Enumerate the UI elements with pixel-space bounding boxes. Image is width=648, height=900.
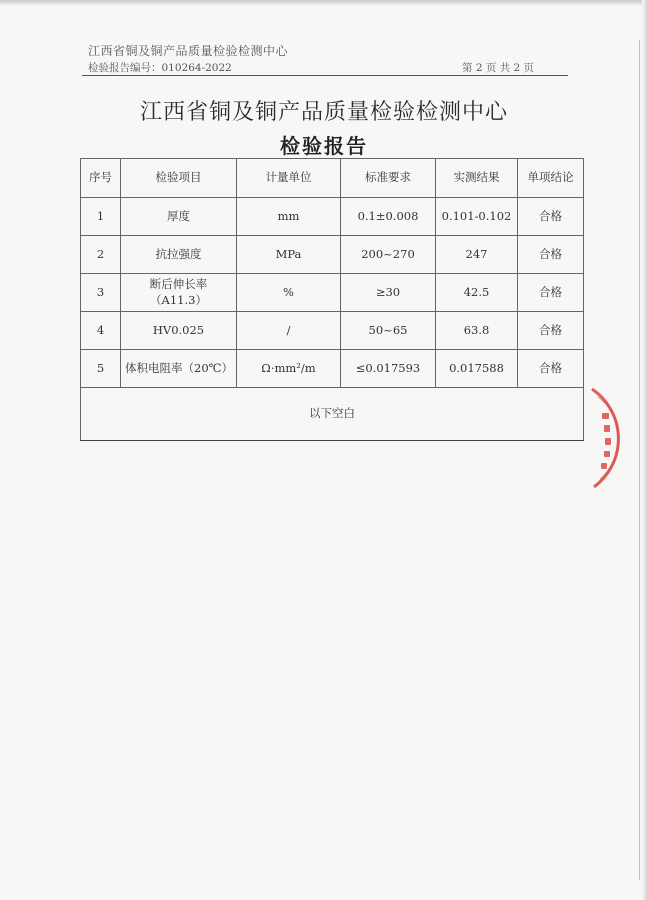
cell-no: 5 [81,350,121,388]
header-cell-result: 实测结果 [436,159,518,198]
cell-conclusion: 合格 [518,350,584,388]
header-cell-unit: 计量单位 [237,159,341,198]
header-cell-conclusion: 单项结论 [518,159,584,198]
cell-item: 体积电阻率（20℃） [121,350,237,388]
cell-unit: MPa [237,236,341,274]
cell-result: 42.5 [436,274,518,312]
cell-requirement: 50~65 [341,312,436,350]
official-seal-stamp [580,383,648,493]
cell-no: 3 [81,274,121,312]
cell-conclusion: 合格 [518,198,584,236]
seal-characters [601,413,611,469]
table-row [81,274,584,312]
report-number: 检验报告编号：010264-2022 [88,62,232,74]
table-row [81,236,584,274]
header-cell-item: 检验项目 [121,159,237,198]
header-cell-no: 序号 [81,159,121,198]
table-row [81,312,584,350]
blank-below-note: 以下空白 [81,388,584,441]
cell-item: 抗拉强度 [121,236,237,274]
table-footer-row [81,388,584,441]
table-row [81,198,584,236]
header-organization: 江西省铜及铜产品质量检验检测中心 [88,44,289,58]
cell-unit: mm [237,198,341,236]
cell-conclusion: 合格 [518,274,584,312]
cell-result: 0.017588 [436,350,518,388]
cell-conclusion: 合格 [518,236,584,274]
cell-result: 0.101-0.102 [436,198,518,236]
document-organization-title: 江西省铜及铜产品质量检验检测中心 [139,100,508,125]
cell-no: 2 [81,236,121,274]
cell-requirement: 200~270 [341,236,436,274]
cell-result: 63.8 [436,312,518,350]
cell-item: 厚度 [121,198,237,236]
cell-no: 1 [81,198,121,236]
cell-unit: Ω·mm²/m [237,350,341,388]
page-indicator: 第 2 页 共 2 页 [462,62,535,74]
cell-requirement: ≥30 [341,274,436,312]
cell-result: 247 [436,236,518,274]
header-divider [82,75,568,76]
cell-unit: % [237,274,341,312]
cell-no: 4 [81,312,121,350]
page-edge [0,0,648,6]
cell-item [121,274,237,312]
cell-requirement: 0.1±0.008 [341,198,436,236]
cell-unit: / [237,312,341,350]
header-cell-requirement: 标准要求 [341,159,436,198]
table-header-row [81,159,584,198]
document-title: 检验报告 [280,134,368,158]
cell-item-sub: （A11.3） [150,292,207,307]
cell-requirement: ≤0.017593 [341,350,436,388]
cell-item-main: 断后伸长率 [149,276,208,291]
inspection-results-table [80,158,584,441]
table-row [81,350,584,388]
cell-item: HV0.025 [121,312,237,350]
cell-conclusion: 合格 [518,312,584,350]
